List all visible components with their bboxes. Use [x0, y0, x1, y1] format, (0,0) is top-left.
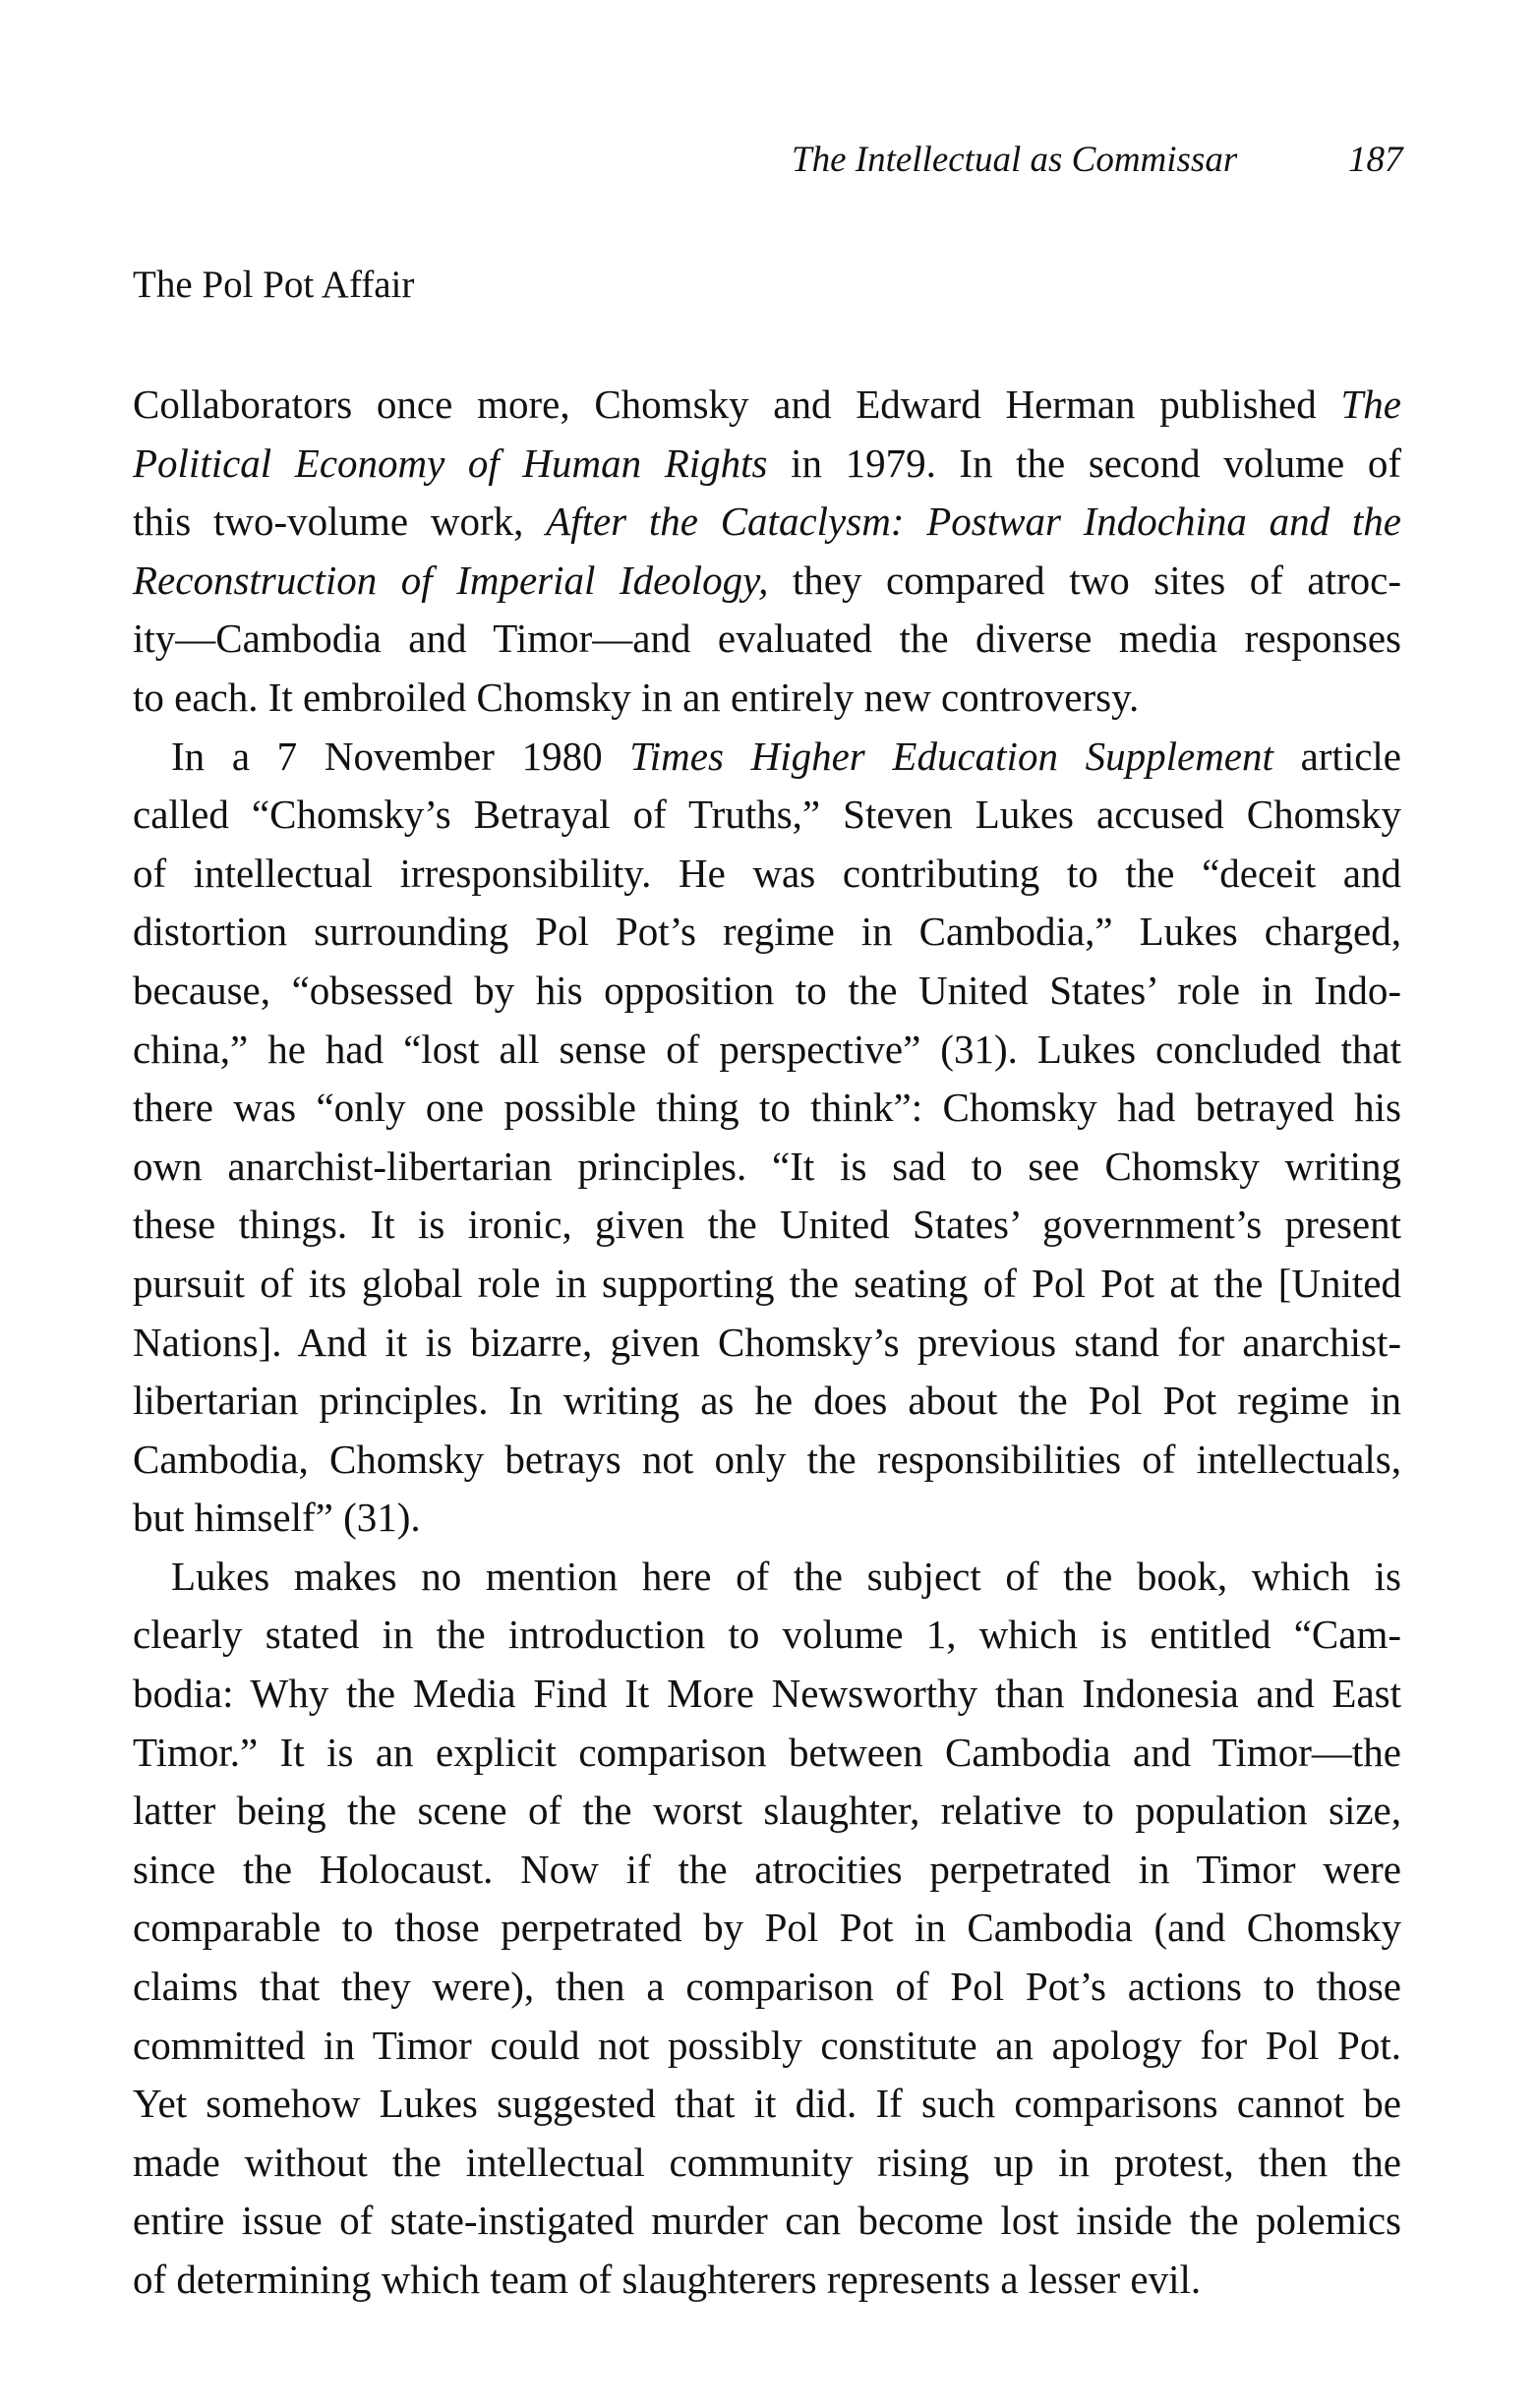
text-line: libertarian principles. In writing as he does about the Pol Pot regime in — [133, 1378, 1401, 1424]
text-line: distortion surrounding Pol Pot’s regime in Cambodia,” Lukes charged, — [133, 909, 1401, 955]
section-heading: The Pol Pot Affair — [133, 264, 415, 306]
italic-title: Times Higher Education Supplement — [629, 733, 1273, 779]
italic-title: The — [1340, 382, 1401, 427]
text-line: of intellectual irresponsibility. He was contributing to the “deceit and — [133, 850, 1401, 896]
text-line: Collaborators once more, Chomsky and Edward Herman published The — [133, 382, 1401, 427]
text-line: since the Holocaust. Now if the atrocities perpetrated in Timor were — [133, 1846, 1401, 1892]
text-line: Nations]. And it is bizarre, given Chomsky’s previous stand for anarchist- — [133, 1319, 1401, 1365]
text-line: Reconstruction of Imperial Ideology, they compared two sites of atroc- — [133, 557, 1401, 603]
text-line: ity—Cambodia and Timor—and evaluated the diverse media responses — [133, 616, 1401, 662]
paragraph-1 — [133, 376, 1401, 728]
italic-title: After the Cataclysm: Postwar Indochina and the — [546, 499, 1401, 545]
text-line: this two-volume work, After the Cataclysm: Postwar Indochina and the — [133, 499, 1401, 545]
text-line: Cambodia, Chomsky betrays not only the responsibilities of intellectuals, — [133, 1436, 1401, 1482]
text-line: Yet somehow Lukes suggested that it did. If such comparisons cannot be — [133, 2081, 1401, 2127]
text-line: clearly stated in the introduction to volume 1, which is entitled “Cam- — [133, 1612, 1401, 1658]
text-line: to each. It embroiled Chomsky in an entirely new controversy. — [133, 674, 1140, 720]
text-line: Political Economy of Human Rights in 1979. In the second volume of — [133, 440, 1401, 486]
body-text — [133, 376, 1401, 2310]
text-line: but himself” (31). — [133, 1495, 421, 1541]
running-head-title: The Intellectual as Commissar — [792, 140, 1238, 180]
text-line: these things. It is ironic, given the United States’ government’s present — [133, 1202, 1401, 1248]
paragraph-3 — [133, 1548, 1401, 2310]
italic-title: Political Economy of Human Rights — [133, 440, 768, 486]
text-line: latter being the scene of the worst slaughter, relative to population size, — [133, 1788, 1401, 1834]
text-line: because, “obsessed by his opposition to the United States’ role in Indo- — [133, 967, 1401, 1013]
running-head — [792, 136, 1401, 185]
text-line: committed in Timor could not possibly constitute an apology for Pol Pot. — [133, 2022, 1401, 2068]
text-line: of determining which team of slaughterers represents a lesser evil. — [133, 2257, 1202, 2302]
text-line: own anarchist-libertarian principles. “It is sad to see Chomsky writing — [133, 1143, 1401, 1189]
text-line: Timor.” It is an explicit comparison between Cambodia and Timor—the — [133, 1729, 1401, 1775]
text-line: claims that they were), then a comparison of Pol Pot’s actions to those — [133, 1964, 1401, 2010]
italic-title: Reconstruction of Imperial Ideology, — [133, 557, 769, 603]
text-line: comparable to those perpetrated by Pol Pot in Cambodia (and Chomsky — [133, 1905, 1401, 1951]
page-number: 187 — [1348, 140, 1403, 180]
text-line: Lukes makes no mention here of the subject of the book, which is — [171, 1553, 1401, 1599]
text-line: In a 7 November 1980 Times Higher Education Supplement article — [171, 733, 1401, 779]
text-line: called “Chomsky’s Betrayal of Truths,” Steven Lukes accused Chomsky — [133, 792, 1401, 838]
text-line: pursuit of its global role in supporting the seating of Pol Pot at the [United — [133, 1260, 1401, 1306]
text-line: bodia: Why the Media Find It More Newsworthy than Indonesia and East — [133, 1671, 1401, 1717]
text-line: china,” he had “lost all sense of perspective” (31). Lukes concluded that — [133, 1026, 1401, 1072]
text-line: entire issue of state-instigated murder can become lost inside the polemics — [133, 2198, 1401, 2244]
text-line: made without the intellectual community rising up in protest, then the — [133, 2139, 1401, 2185]
text-line: there was “only one possible thing to think”: Chomsky had betrayed his — [133, 1085, 1401, 1131]
paragraph-2 — [133, 728, 1401, 1548]
